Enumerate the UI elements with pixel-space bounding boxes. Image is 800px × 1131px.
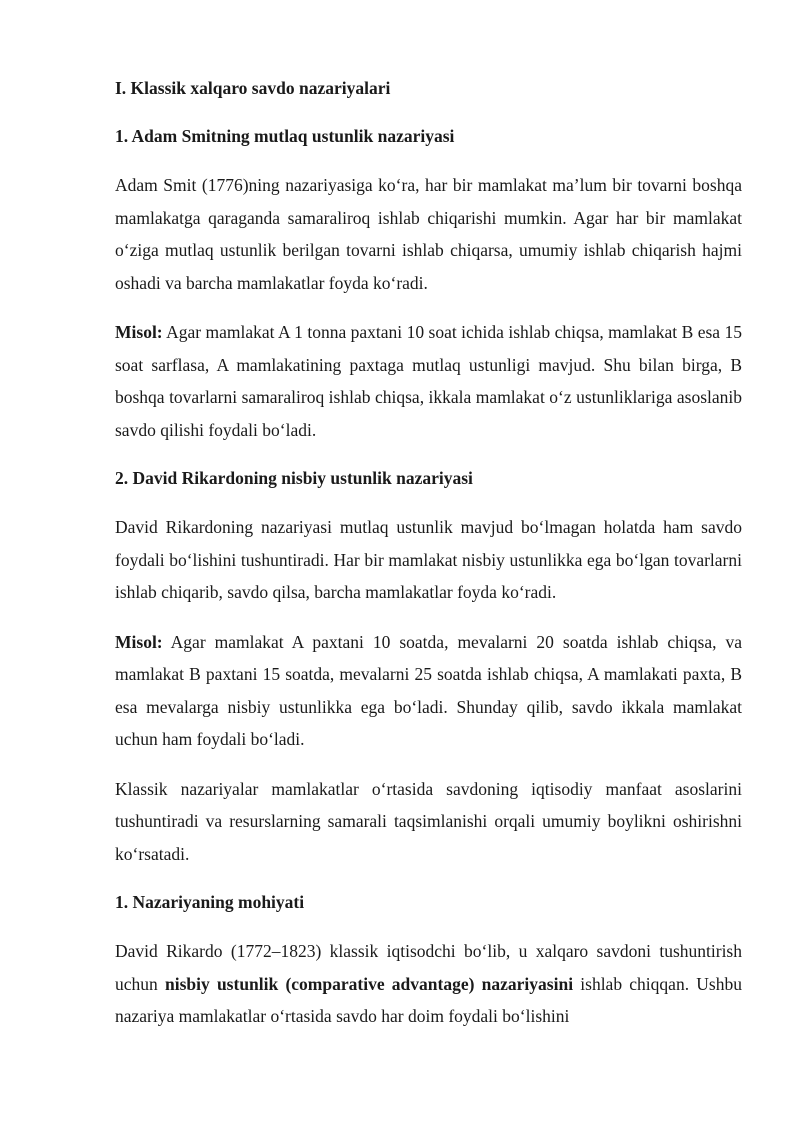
essence-bold-term: nisbiy ustunlik (comparative advantage) nazariyasini bbox=[164, 973, 574, 994]
document-title: I. Klassik xalqaro savdo nazariyalari bbox=[115, 78, 391, 98]
example-label: Misol: bbox=[115, 322, 163, 342]
example-label: Misol: bbox=[115, 631, 163, 652]
essence-text-a: David Rikardo (1772–1823) klassik iqtisodchi bo‘lib, u xalqaro savdoni tushuntirish uchun bbox=[115, 941, 742, 994]
paragraph-essence bbox=[115, 935, 742, 1033]
document-page bbox=[115, 72, 742, 1033]
example-text: Agar mamlakat A 1 tonna paxtani 10 soat ichida ishlab chiqsa, mamlakat B esa 15 soat sarflasa, A mamlakatining paxtaga mutlaq ustunligi mavjud. Shu bilan birga, B boshqa tovarlarni samaraliroq ishlab chiqsa, ikkala mamlakat o‘z ustunliklariga asoslanib savdo qilishi foydali bo‘ladi. bbox=[115, 322, 742, 440]
paragraph-summary: Klassik nazariyalar mamlakatlar o‘rtasida savdoning iqtisodiy manfaat asoslarini tushuntiradi va resurslarning samarali taqsimlanishi orqali umumiy boylikni oshirishni ko‘rsatadi. bbox=[115, 778, 742, 864]
section-heading-ricardo: 2. David Rikardoning nisbiy ustunlik nazariyasi bbox=[115, 468, 473, 488]
example-text: Agar mamlakat A paxtani 10 soatda, mevalarni 20 soatda ishlab chiqsa, va mamlakat B paxtani 15 soatda, mevalarni 25 soatda ishlab chiqsa, A mamlakati paxta, B esa mevalarga nisbiy ustunlikka ega bo‘ladi. Shunday qilib, savdo ikkala mamlakat uchun ham foydali bo‘ladi. bbox=[115, 631, 742, 749]
section-heading-smith: 1. Adam Smitning mutlaq ustunlik nazariyasi bbox=[115, 126, 455, 146]
paragraph-smith-example bbox=[115, 316, 742, 446]
paragraph-ricardo-theory: David Rikardoning nazariyasi mutlaq ustunlik mavjud bo‘lmagan holatda ham savdo foydali bo‘lishini tushuntiradi. Har bir mamlakat nisbiy ustunlikka ega bo‘lgan tovarlarni ishlab chiqarib, savdo qilsa, barcha mamlakatlar foyda ko‘radi. bbox=[115, 517, 742, 602]
essence-text-b: ishlab chiqqan. Ushbu nazariya mamlakatlar o‘rtasida savdo har doim foydali bo‘lishini bbox=[115, 973, 742, 1026]
section-heading-essence: 1. Nazariyaning mohiyati bbox=[115, 892, 305, 912]
paragraph-smith-theory: Adam Smit (1776)ning nazariyasiga ko‘ra, har bir mamlakat ma’lum bir tovarni boshqa mamlakatga qaraganda samaraliroq ishlab chiqarishi mumkin. Agar har bir mamlakat o‘ziga mutlaq ustunlik berilgan tovarni ishlab chiqarsa, umumiy ishlab chiqarish hajmi oshadi va barcha mamlakatlar foyda ko‘radi. bbox=[115, 175, 742, 293]
paragraph-ricardo-example bbox=[115, 626, 742, 756]
